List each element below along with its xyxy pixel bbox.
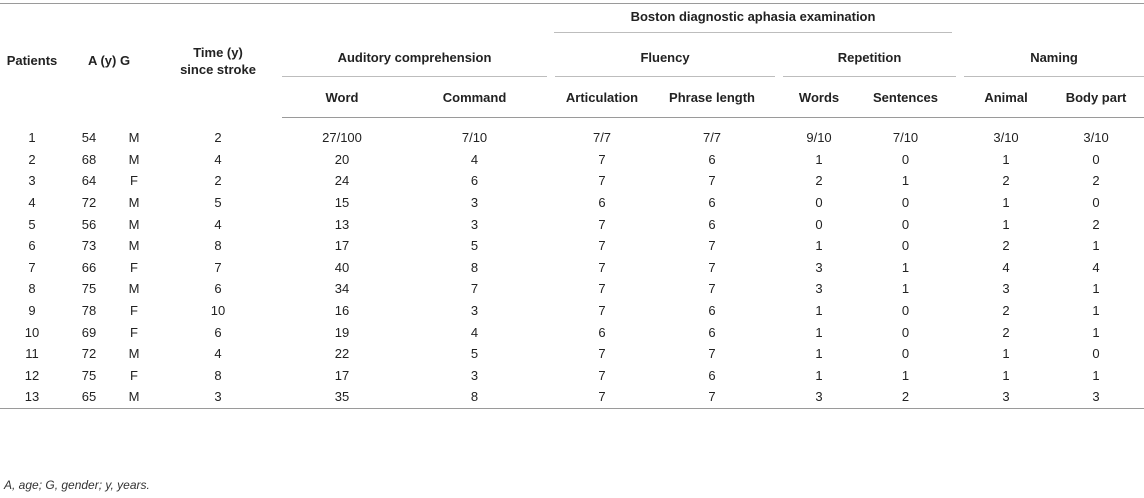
cell-patient: 5 — [28, 216, 36, 232]
cell-body-part: 1 — [1092, 281, 1100, 297]
cell-word: 20 — [334, 151, 350, 167]
cell-body-part: 1 — [1092, 303, 1100, 319]
cell-articulation: 7 — [598, 303, 606, 319]
table-body — [0, 118, 1144, 409]
cell-articulation: 7/7 — [592, 130, 612, 146]
table-row — [0, 127, 1144, 149]
header-animal: Animal — [964, 77, 1048, 118]
cell-animal: 1 — [1002, 216, 1010, 232]
cell-phrase-length: 7 — [708, 259, 716, 275]
cell-patient: 12 — [24, 367, 40, 383]
cell-phrase-length: 7 — [708, 346, 716, 362]
header-group-bdae-label: Boston diagnostic aphasia examination — [554, 9, 952, 33]
cell-rep-words: 3 — [815, 281, 823, 297]
cell-time: 4 — [214, 151, 222, 167]
cell-animal: 1 — [1002, 346, 1010, 362]
cell-animal: 3/10 — [993, 130, 1019, 146]
header-time-since-stroke — [154, 4, 282, 118]
cell-rep-words: 3 — [783, 386, 855, 408]
cell-age: 65 — [64, 386, 114, 408]
cell-time: 8 — [214, 367, 222, 383]
cell-animal: 1 — [1002, 151, 1010, 167]
cell-command: 7/10 — [461, 130, 488, 146]
cell-sex: F — [130, 259, 138, 275]
cell-patient: 4 — [28, 195, 36, 211]
header-age-gender: A (y) G — [64, 4, 154, 118]
cell-phrase-length: 7 — [708, 238, 716, 254]
table-footnote: A, age; G, gender; y, years. — [4, 478, 150, 492]
cell-patient: 3 — [28, 173, 36, 189]
cell-patient: 7 — [28, 259, 36, 275]
cell-rep-words: 1 — [815, 346, 823, 362]
cell-body-part: 1 — [1092, 238, 1100, 254]
cell-rep-words: 1 — [815, 151, 823, 167]
cell-articulation: 7 — [598, 281, 606, 297]
cell-sex: M — [128, 346, 140, 362]
cell-rep-sentences: 0 — [901, 216, 910, 232]
cell-rep-words: 0 — [815, 195, 823, 211]
cell-phrase-length: 6 — [708, 195, 716, 211]
cell-sex: F — [130, 367, 138, 383]
cell-word: 22 — [334, 346, 350, 362]
cell-time: 6 — [214, 324, 222, 340]
cell-body-part: 0 — [1092, 195, 1100, 211]
cell-sex: F — [130, 324, 138, 340]
cell-time: 4 — [214, 216, 222, 232]
header-sentences: Sentences — [855, 77, 956, 118]
cell-age: 72 — [81, 346, 97, 362]
cell-sex: M — [128, 195, 140, 211]
cell-word: 35 — [282, 386, 402, 408]
cell-age: 75 — [81, 367, 97, 383]
cell-rep-words: 1 — [815, 303, 823, 319]
cell-word: 16 — [334, 303, 350, 319]
table-row — [0, 321, 1144, 343]
cell-rep-words: 1 — [815, 238, 823, 254]
cell-rep-words: 0 — [815, 216, 823, 232]
cell-word: 15 — [334, 195, 350, 211]
cell-time: 5 — [214, 195, 222, 211]
cell-animal: 1 — [1002, 367, 1010, 383]
table-row — [0, 235, 1144, 257]
table-row — [0, 386, 1144, 408]
cell-animal: 1 — [1002, 195, 1010, 211]
cell-command: 3 — [470, 216, 479, 232]
cell-body-part: 3/10 — [1083, 130, 1109, 146]
cell-command: 8 — [470, 259, 479, 275]
cell-word: 13 — [334, 216, 350, 232]
table-row — [0, 343, 1144, 365]
cell-phrase-length: 6 — [708, 324, 716, 340]
cell-command: 4 — [470, 324, 479, 340]
cell-body-part: 0 — [1092, 346, 1100, 362]
cell-age: 68 — [81, 151, 97, 167]
cell-rep-sentences: 0 — [901, 238, 910, 254]
cell-body-part: 2 — [1092, 173, 1100, 189]
cell-command: 5 — [470, 346, 479, 362]
cell-patient: 2 — [28, 151, 36, 167]
cell-word: 24 — [334, 173, 350, 189]
cell-phrase-length: 7/7 — [702, 130, 722, 146]
cell-age: 56 — [81, 216, 97, 232]
cell-patient: 8 — [28, 281, 36, 297]
cell-patient: 10 — [24, 324, 40, 340]
cell-articulation: 6 — [598, 195, 606, 211]
cell-time: 6 — [214, 281, 222, 297]
cell-time: 7 — [214, 259, 222, 275]
header-body-part: Body part — [1048, 77, 1144, 118]
cell-patient: 13 — [0, 386, 64, 408]
cell-sex: M — [128, 130, 140, 146]
cell-age: 64 — [81, 173, 97, 189]
cell-articulation: 7 — [598, 259, 606, 275]
cell-rep-words: 3 — [815, 259, 823, 275]
header-phrase-length: Phrase length — [649, 77, 775, 118]
cell-command: 3 — [470, 303, 479, 319]
header-naming: Naming — [964, 38, 1144, 77]
cell-rep-sentences: 0 — [901, 195, 910, 211]
cell-animal: 2 — [1002, 238, 1010, 254]
cell-animal: 4 — [1002, 259, 1010, 275]
cell-body-part: 1 — [1092, 367, 1100, 383]
cell-rep-words: 9/10 — [806, 130, 832, 146]
cell-rep-sentences: 0 — [901, 324, 910, 340]
cell-animal: 2 — [1002, 303, 1010, 319]
cell-age: 54 — [81, 130, 97, 146]
cell-word: 34 — [334, 281, 350, 297]
cell-animal: 3 — [1002, 281, 1010, 297]
cell-body-part: 2 — [1092, 216, 1100, 232]
table-row — [0, 149, 1144, 171]
table-row — [0, 213, 1144, 235]
cell-age: 73 — [81, 238, 97, 254]
table-row — [0, 365, 1144, 387]
cell-time: 10 — [210, 303, 226, 319]
header-repetition: Repetition — [783, 38, 956, 77]
cell-word: 40 — [334, 259, 350, 275]
header-fluency: Fluency — [555, 38, 775, 77]
cell-age: 78 — [81, 303, 97, 319]
cell-articulation: 7 — [598, 238, 606, 254]
cell-body-part: 0 — [1092, 151, 1100, 167]
cell-sex: M — [128, 238, 140, 254]
cell-patient: 6 — [28, 238, 36, 254]
header-group-bdae — [282, 4, 1144, 39]
cell-word: 17 — [334, 367, 350, 383]
cell-rep-sentences: 0 — [901, 303, 910, 319]
header-patients: Patients — [0, 4, 64, 118]
cell-body-part: 1 — [1092, 324, 1100, 340]
cell-age: 72 — [81, 195, 97, 211]
cell-command: 3 — [470, 367, 479, 383]
cell-articulation: 7 — [598, 173, 606, 189]
cell-sex: M — [128, 216, 140, 232]
cell-phrase-length: 6 — [708, 216, 716, 232]
cell-age: 69 — [81, 324, 97, 340]
cell-sex: F — [130, 303, 138, 319]
cell-articulation: 7 — [598, 216, 606, 232]
cell-rep-sentences: 1 — [901, 259, 910, 275]
cell-sex: M — [114, 386, 154, 408]
cell-animal: 2 — [1002, 173, 1010, 189]
table-row — [0, 300, 1144, 322]
cell-articulation: 7 — [598, 151, 606, 167]
cell-command: 6 — [470, 173, 479, 189]
cell-articulation: 7 — [598, 367, 606, 383]
cell-patient: 1 — [28, 130, 36, 146]
aphasia-table — [0, 3, 1144, 409]
cell-phrase-length: 6 — [708, 367, 716, 383]
cell-word: 19 — [334, 324, 350, 340]
table-row — [0, 278, 1144, 300]
cell-time: 3 — [154, 386, 282, 408]
cell-rep-sentences: 2 — [855, 386, 956, 408]
cell-animal: 2 — [1002, 324, 1010, 340]
cell-time: 4 — [214, 346, 222, 362]
cell-age: 66 — [81, 259, 97, 275]
cell-sex: M — [128, 281, 140, 297]
cell-word: 27/100 — [322, 130, 362, 146]
table-row — [0, 170, 1144, 192]
cell-phrase-length: 7 — [708, 173, 716, 189]
cell-phrase-length: 7 — [708, 281, 716, 297]
cell-rep-sentences: 0 — [901, 346, 910, 362]
header-time-line1: Time (y) — [193, 44, 243, 60]
cell-rep-words: 1 — [815, 324, 823, 340]
cell-phrase-length: 7 — [649, 386, 775, 408]
cell-phrase-length: 6 — [708, 303, 716, 319]
cell-time: 2 — [214, 173, 222, 189]
cell-phrase-length: 6 — [708, 151, 716, 167]
cell-command: 8 — [402, 386, 547, 408]
cell-rep-sentences: 7/10 — [892, 130, 919, 146]
cell-age: 75 — [81, 281, 97, 297]
cell-command: 4 — [470, 151, 479, 167]
cell-sex: M — [128, 151, 140, 167]
header-time-line2: since stroke — [180, 61, 256, 77]
table-row — [0, 257, 1144, 279]
cell-articulation: 6 — [598, 324, 606, 340]
cell-rep-sentences: 0 — [901, 151, 910, 167]
cell-command: 3 — [470, 195, 479, 211]
cell-patient: 9 — [28, 303, 36, 319]
cell-body-part: 4 — [1092, 259, 1100, 275]
cell-rep-sentences: 1 — [901, 367, 910, 383]
cell-rep-words: 2 — [815, 173, 823, 189]
cell-command: 5 — [470, 238, 479, 254]
cell-rep-words: 1 — [815, 367, 823, 383]
header-words: Words — [783, 77, 855, 118]
header-auditory-comprehension: Auditory comprehension — [282, 38, 547, 77]
cell-articulation: 7 — [598, 346, 606, 362]
cell-body-part: 3 — [1048, 386, 1144, 408]
header-articulation: Articulation — [555, 77, 649, 118]
cell-sex: F — [130, 173, 138, 189]
cell-rep-sentences: 1 — [901, 173, 910, 189]
header-command: Command — [402, 77, 547, 118]
table-row — [0, 192, 1144, 214]
header-word: Word — [282, 77, 402, 118]
cell-rep-sentences: 1 — [901, 281, 910, 297]
cell-time: 2 — [214, 130, 222, 146]
cell-word: 17 — [334, 238, 350, 254]
cell-command: 7 — [470, 281, 479, 297]
cell-time: 8 — [214, 238, 222, 254]
cell-animal: 3 — [964, 386, 1048, 408]
cell-patient: 11 — [25, 346, 39, 362]
cell-articulation: 7 — [555, 386, 649, 408]
